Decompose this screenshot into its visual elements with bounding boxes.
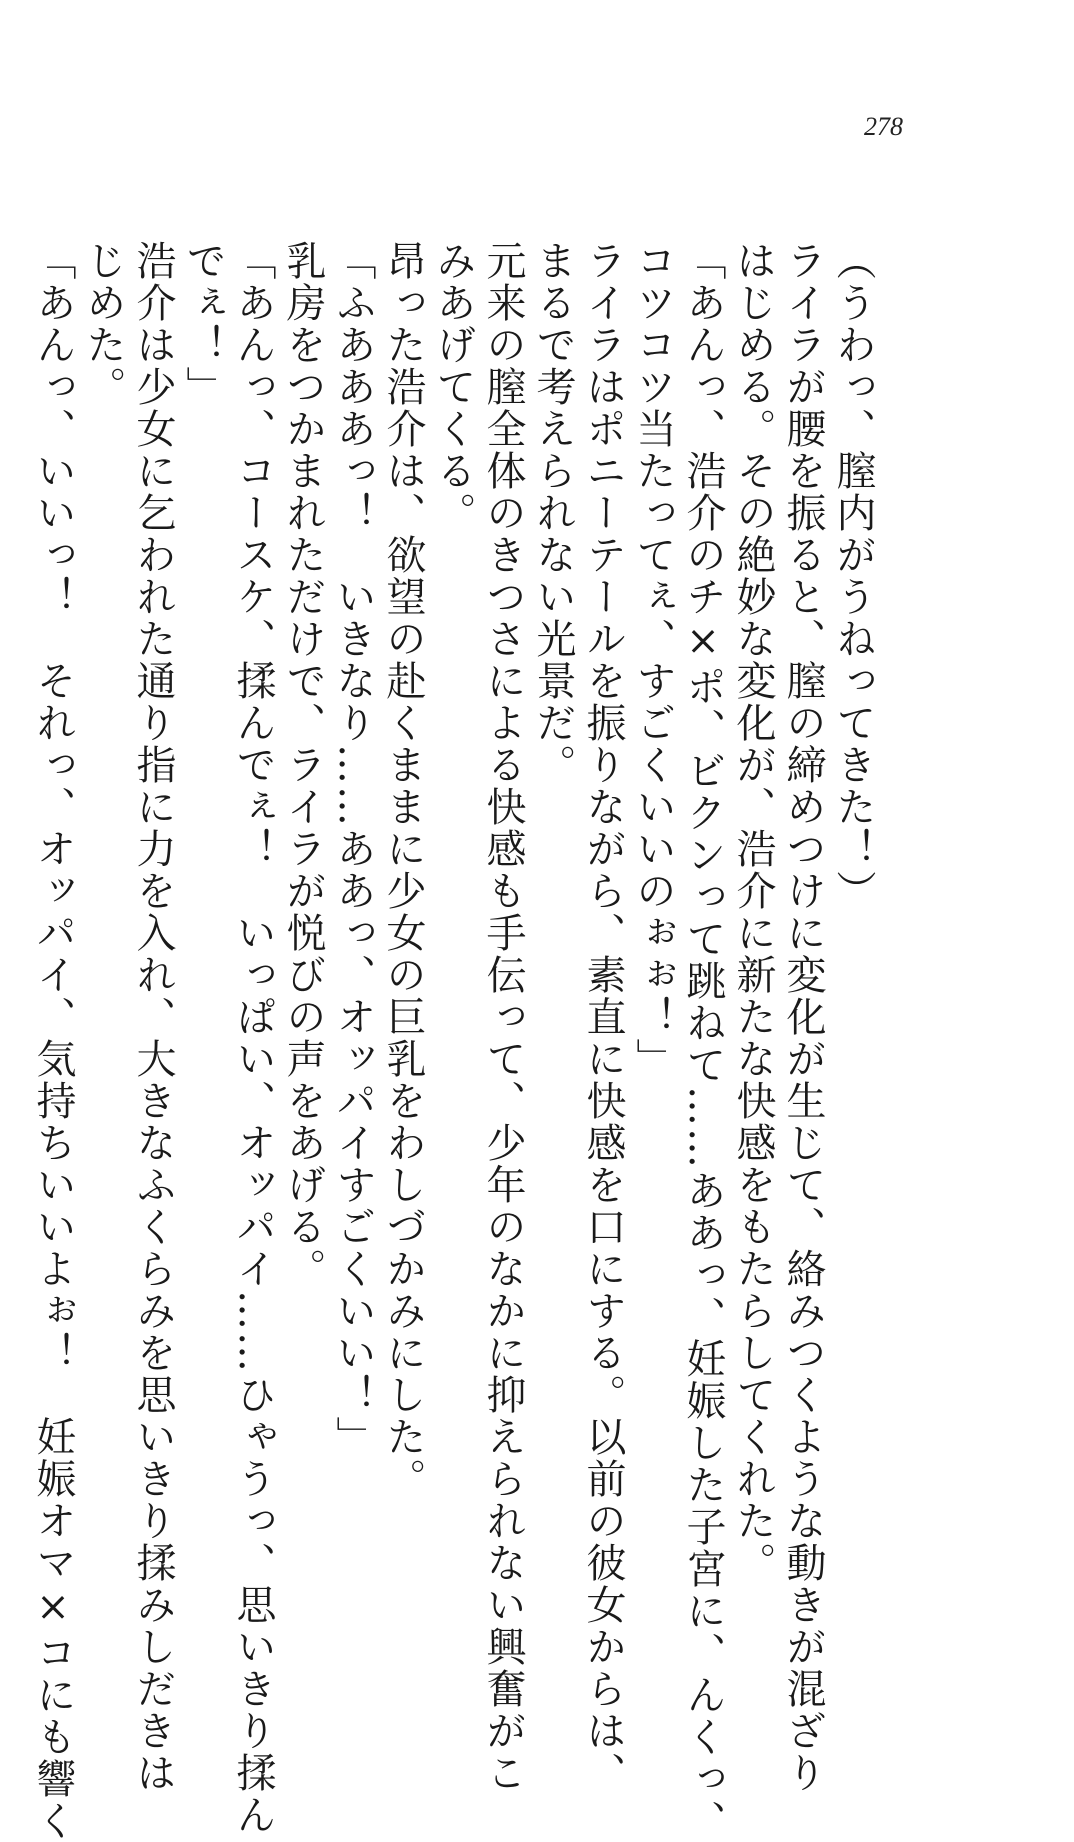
text-line: コツコツ当たってぇ、すごくいいのぉぉ！」	[630, 240, 676, 1080]
text-line: 「あんっ、いいっ！ それっ、オッパイ、気持ちいいよぉ！ 妊娠オマ×コにも響く	[30, 240, 76, 1842]
text-line: じめた。	[80, 240, 126, 408]
text-line: 「あんっ、コースケ、揉んでぇ！ いっぱい、オッパイ……ひゃうっ、思いきり揉ん	[230, 240, 276, 1836]
text-line: 昂った浩介は、欲望の赴くままに少女の巨乳をわしづかみにした。	[380, 240, 426, 1500]
text-line: 「ふあああっ！ いきなり……ああっ、オッパイすごくいい！」	[330, 240, 376, 1458]
text-line: まるで考えられない光景だ。	[530, 240, 576, 786]
text-line: 元来の膣全体のきつさによる快感も手伝って、少年のなかに抑えられない興奮がこ	[480, 240, 526, 1794]
text-line: （うわっ、膣内がうねってきた！）	[830, 240, 876, 912]
text-line: はじめる。その絶妙な変化が、浩介に新たな快感をもたらしてくれた。	[730, 240, 776, 1584]
page-number: 278	[864, 112, 903, 141]
text-line: でぇ！」	[180, 240, 226, 408]
novel-text-block	[30, 240, 878, 1842]
text-line: 浩介は少女に乞われた通り指に力を入れ、大きなふくらみを思いきり揉みしだきは	[130, 240, 176, 1794]
text-line: ライラが腰を振ると、膣の締めつけに変化が生じて、絡みつくような動きが混ざり	[780, 240, 826, 1794]
text-line: みあげてくる。	[430, 240, 476, 534]
text-line: ライラはポニーテールを振りながら、素直に快感を口にする。以前の彼女からは、	[580, 240, 626, 1794]
text-line: 乳房をつかまれただけで、ライラが悦びの声をあげる。	[280, 240, 326, 1290]
text-line: 「あんっ、浩介のチ×ポ、ビクンって跳ねて……ああっ、妊娠した子宮に、んくっ、	[680, 240, 726, 1842]
